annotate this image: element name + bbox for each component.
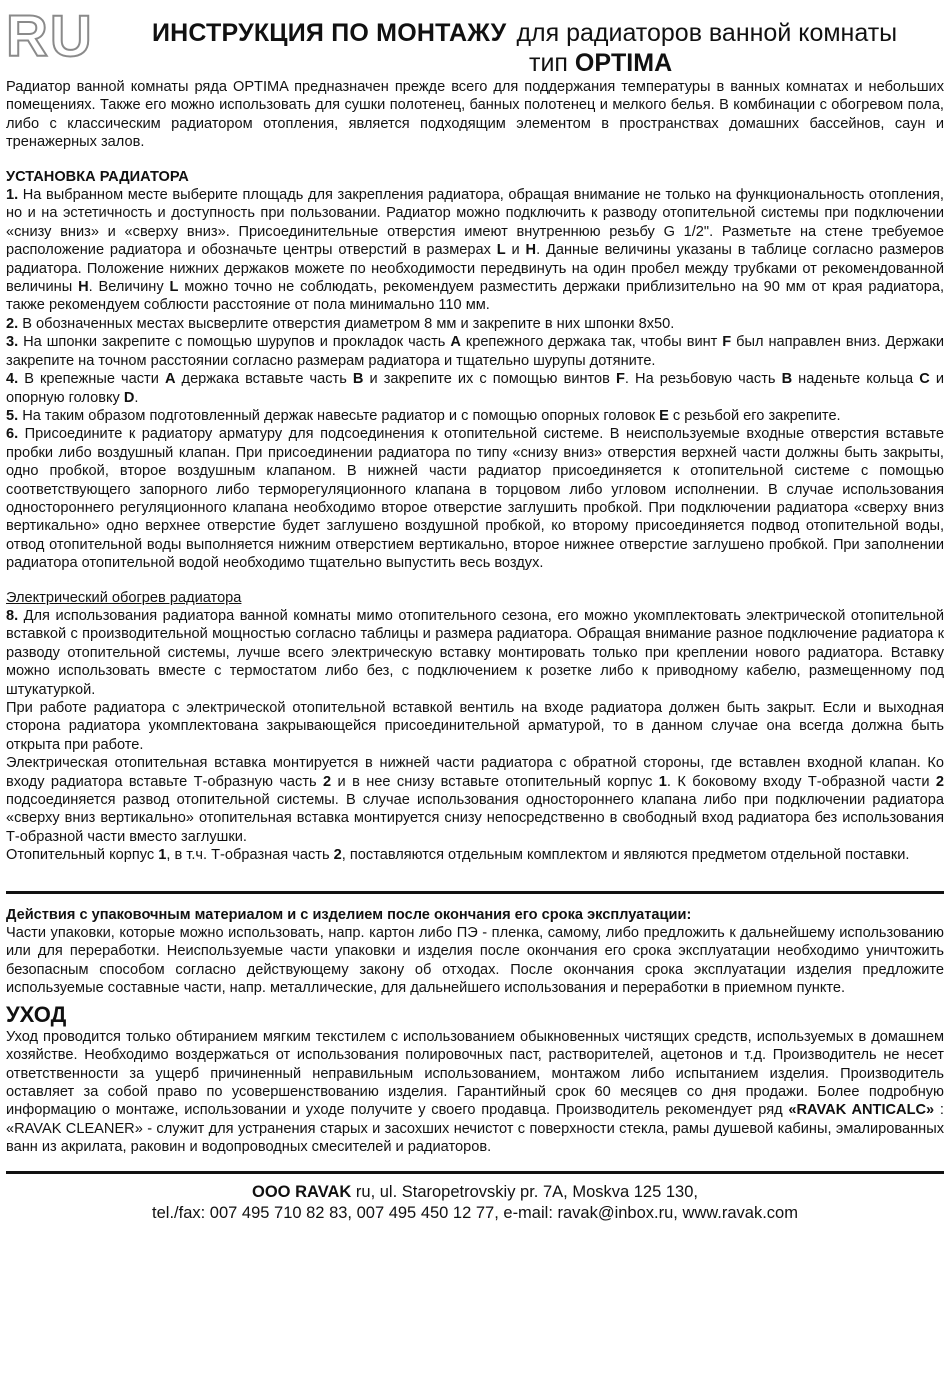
text-run: : «RAVAK CLEANER» - служит для устранения старых и засохших нечистот с поверхности стекла, рамы душевой кабины, эмалированных ванн из акрилата, раковин и водопроводных смесителей и радиаторов. [6,1102,944,1156]
document-title: ИНСТРУКЦИЯ ПО МОНТАЖУ [152,19,507,47]
text-run: подсоединяется развод отопительной системы. В случае использования одностороннего клапана либо при подключении радиатора «сверху вниз вертикально» отопительная вставка монтируется снизу непосредственно в свободный вход радиатора без использования Т-образной части вместо заглушки. [6,792,944,845]
text-run: и закрепите их с помощью винтов [363,371,616,388]
text-run: На шпонки закрепите с помощью шурупов и прокладок часть [18,334,451,351]
electric-paragraphs [6,607,944,865]
text-run: Для использования радиатора ванной комнаты мимо отопительного сезона, его можно укомплектовать электрической отопительной вставкой с производительной мощностью согласно таблицы и размера радиатора. Обращая внимание разное подключение радиатора к разводу отопительной системы, лучше всего электрическую вставку монтировать только при креплении нового радиатора. Вставку можно использовать вместе с термостатом либо без, с подключением к розетке либо к приводному кабелю, размещенному под штукатуркой. [6,607,944,698]
text-run: При работе радиатора с электрической отопительной вставкой вентиль на входе радиатора должен быть закрыт. Если и выходная сторона радиатора укомплектована закрывающейся присоединительной арматурой, то в данном случае она всегда должна быть открыта при работе. [6,700,944,753]
step-number: 6. [6,426,19,443]
bold-term: L [496,242,506,259]
bold-term: A [164,371,176,388]
bold-term: A [450,334,461,351]
text-run: . Величину [88,279,170,296]
page-header [6,0,944,78]
footer-divider [6,1171,944,1174]
footer-contacts: tel./fax: 007 495 710 82 83, 007 495 450 12 77, e-mail: ravak@inbox.ru, www.ravak.com [152,1203,798,1222]
step-number: 3. [6,334,19,351]
bold-term: 2 [323,773,332,790]
text-run: и опорную головку [6,371,944,406]
text-run: . Данные величины указаны в таблице согласно размеров радиатора. Положение нижних держаков можете по необходимости передвинуть на один пробел между трубками от рекомендованной величины [6,242,944,296]
bold-term: D [123,389,135,406]
text-run: был направлен вниз. Держаки закрепите на точном расстоянии согласно размерам радиатора и тщательно шурупы дотяните. [6,334,944,369]
bold-term: H [78,279,89,296]
title-line [152,18,897,48]
disposal-section [6,906,944,998]
language-code: RU [6,4,94,69]
bold-term: F [616,371,625,388]
bold-term: 2 [333,847,342,864]
text-run: На таким образом подготовленный держак навесьте радиатор и с помощью опорных головок [18,407,660,424]
electric-paragraph [6,754,944,846]
product-type [529,48,672,78]
bold-term: 1 [658,773,667,790]
document-subtitle: для радиаторов ванной комнаты [516,19,898,47]
electric-paragraph [6,607,944,699]
text-run: , в т.ч. Т-образная часть [166,847,334,864]
electric-heading: Электрический обогрев радиатора [6,589,242,606]
text-run: Присоедините к радиатору арматуру для подсоединения к отопительной системе. В неиспользуемые входные отверстия вставьте пробки либо воздушный клапан. При присоединении радиатора по типу «снизу вниз» отверстия верхней части должны быть закрыты, одно пробкой, второе воздушным клапаном. В нижней части радиатор присоединяется к отопительной системе с помощью соответствующего запорного либо терморегуляционного клапана в торцовом либо угловом исполнении. В случае использования одностороннего регуляционного клапана необходимо второе отверстие заглушить пробкой. При подключении радиатора «сверху вниз вертикально» одно верхнее отверстие будет заглушено воздушной пробкой, ко второму присоединяется подвод отопительной воды, отвод отопительной воды выполняется нижним отверстием вертикально, второе нижнее отверстие заглушено пробкой. При заполнении радиатора отопительной водой необходимо тщательно выпустить весь воздух. [6,426,944,572]
installation-step [6,425,944,572]
product-type-prefix: тип [529,49,568,77]
text-run: . На резьбовую часть [624,371,782,388]
installation-steps [6,186,944,573]
bold-term: C [919,371,930,388]
product-type-name: OPTIMA [574,49,673,77]
care-section [6,1002,944,1157]
step-number: 2. [6,315,19,332]
company-name: OOO RAVAK [252,1182,352,1201]
text-run: На выбранном месте выберите площадь для закрепления радиатора, обращая внимание не только на функциональность отопления, но и на эстетичность и доступность при пользовании. Радиатор можно подключить к разводу отопительной системы при подключении «снизу вниз» и «сверху вниз». Присоединительные отверстия имеют внутреннюю резьбу G 1/2". Разметьте на стене требуемое расположение радиатора и обозначьте центры отверстий в размерах [6,187,944,259]
section-divider [6,891,944,894]
text-run: Отопительный корпус [6,847,159,864]
bold-term: «RAVAK ANTICALC» [788,1102,935,1119]
step-number: 5. [6,407,19,424]
installation-section [6,168,944,573]
electric-paragraph [6,699,944,754]
text-run: Электрическая отопительная вставка монтируется в нижней части радиатора с обратной стороны, где вставлен входной клапан. Ко входу радиатора вставьте Т-образную часть [6,755,944,790]
text-run: с резьбой его закрепите. [668,407,841,424]
bold-term: B [352,371,364,388]
electric-paragraph [6,846,944,864]
bold-term: 1 [158,847,167,864]
step-number: 1. [6,187,19,204]
bold-term: 2 [935,773,944,790]
installation-heading: УСТАНОВКА РАДИАТОРА [6,168,189,185]
disposal-paragraph: Части упаковки, которые можно использовать, напр. картон либо ПЭ - пленка, самому, либо предложить к дальнейшему использованию или для переработки. Неиспользуемые части упаковки и изделия после окончания его срока эксплуатации необходимо уничтожить безопасным способом согласно действующему закону об отходах. После окончания срока эксплуатации изделия предложите используемые составные части, напр. металлические, для дальнейшего использования и переработки в приемном пункте. [6,925,944,997]
instruction-page [6,0,944,1224]
bold-term: 8. [6,607,19,624]
text-run: держака вставьте часть [175,371,353,388]
text-run: В крепежные части [18,371,165,388]
installation-step [6,333,944,370]
text-run: В обозначенных местах высверлите отверстия диаметром 8 мм и закрепите в них шпонки 8х50. [18,315,675,332]
text-run: , поставляются отдельным комплектом и являются предметом отдельной поставки. [341,847,910,864]
installation-step [6,407,944,425]
installation-step [6,186,944,315]
installation-step [6,370,944,407]
text-run: . [134,389,139,406]
text-run: Уход проводится только обтиранием мягким текстилем с использованием обыкновенных чистящих средств, используемых в домашнем хозяйстве. Необходимо воздержаться от использования полировочных паст, растворителей, ацетонов и т.д. Производитель не несет ответственности за ущерб причиненный неправильным использованием, монтажом либо испытанием изделия. Производитель оставляет за собой право по усовершенствованию изделия. Гарантийный срок 60 месяцев со дня продажи. Более подробную информацию о монтаже, использовании и уходе получите у своего продавца. Производитель рекомендует ряд [6,1028,944,1119]
bold-term: F [722,334,732,351]
intro-paragraph: Радиатор ванной комнаты ряда OPTIMA предназначен прежде всего для поддержания температуры в ванных комнатах и небольших помещениях. Также его можно использовать для сушки полотенец, банных полотенец и мелкого белья. В комбинации с обогревом пола, либо с классическим радиатором отопления, является подходящим элементом в пространствах домашних бассейнов, саун и тренажерных залов. [6,79,944,151]
text-run: . К боковому входу Т-образной части [666,773,936,790]
text-run: крепежного держака так, чтобы винт [460,334,723,351]
bold-term: B [781,371,793,388]
text-run: и в нее снизу вставьте отопительный корпус [331,773,659,790]
footer-address-line [6,1182,944,1203]
text-run: можно точно не соблюдать, рекомендуем разместить держаки приблизительно на 90 мм от края радиатора, также рекомендуем соблюсти расстояние от пола минимально 110 мм. [6,279,945,314]
care-paragraph [6,1028,944,1157]
bold-term: H [525,242,537,259]
installation-step [6,315,944,333]
bold-term: L [169,279,179,296]
care-heading: УХОД [6,1001,67,1027]
text-run: наденьте кольца [792,371,920,388]
text-run: и [505,242,526,259]
electric-section [6,589,944,865]
disposal-heading: Действия с упаковочным материалом и с изделием после окончания его срока эксплуатации: [6,906,692,923]
bold-term: E [659,407,669,424]
step-number: 4. [6,371,19,388]
page-footer [6,1182,944,1224]
company-address: ru, ul. Staropetrovskiy pr. 7A, Moskva 125 130, [351,1182,698,1201]
